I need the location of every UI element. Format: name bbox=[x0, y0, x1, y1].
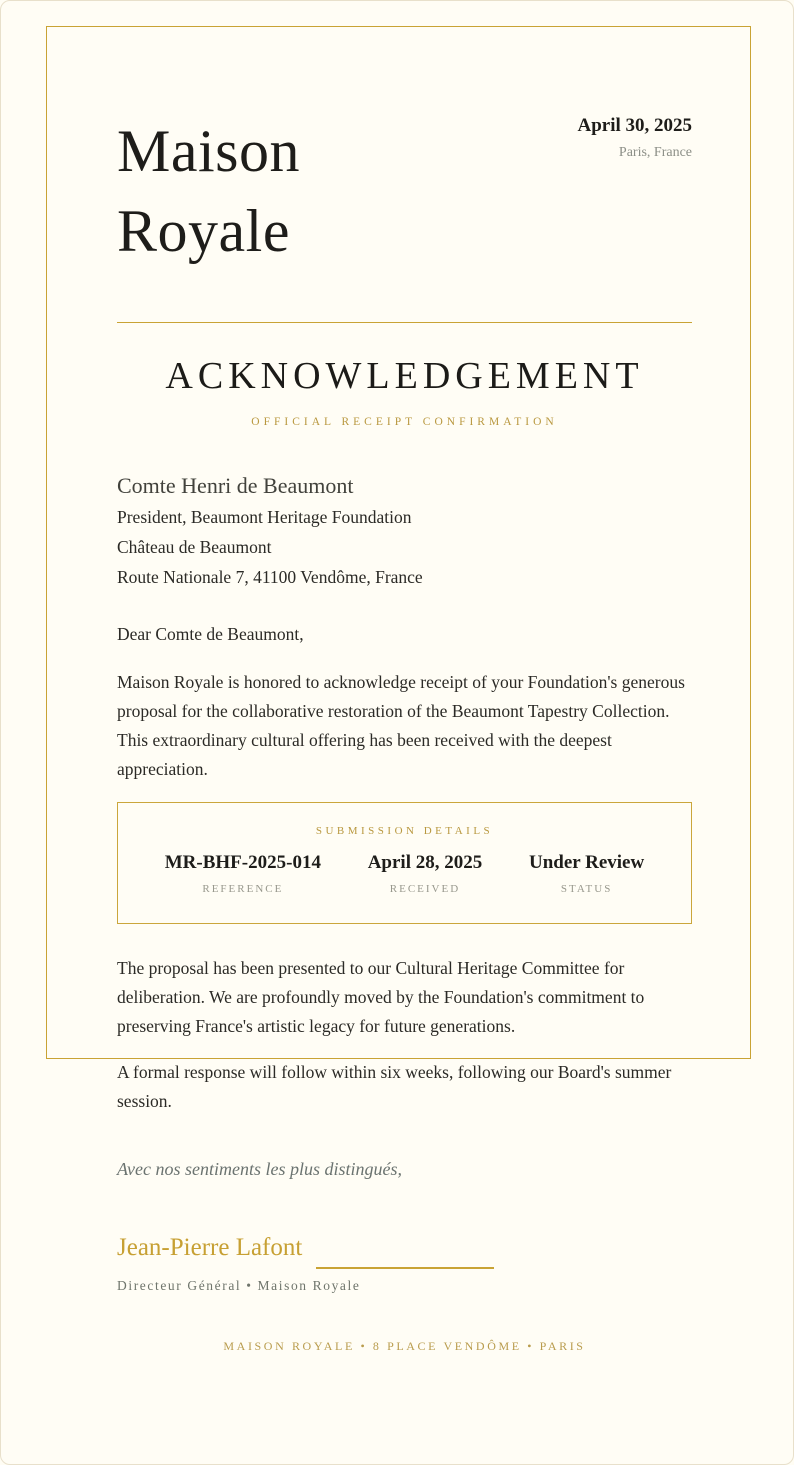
document-subtitle: OFFICIAL RECEIPT CONFIRMATION bbox=[251, 416, 558, 428]
salutation: Dear Comte de Beaumont, bbox=[117, 624, 304, 644]
signatory-title: Directeur Général • Maison Royale bbox=[117, 1278, 361, 1293]
detail-item-status bbox=[529, 850, 644, 896]
divider-line bbox=[117, 322, 692, 323]
detail-item-reference bbox=[165, 850, 321, 896]
recipient-block bbox=[117, 470, 692, 592]
brand-logo bbox=[117, 111, 300, 271]
detail-label-received: RECEIVED bbox=[389, 883, 461, 895]
recipient-name: Comte Henri de Beaumont bbox=[117, 473, 354, 498]
recipient-address-line: Château de Beaumont bbox=[117, 537, 272, 557]
letter-date: April 30, 2025 bbox=[577, 115, 692, 136]
body-paragraph-2: The proposal has been presented to our Cultural Heritage Committee for deliberation. We are profoundly moved by the Foundation's commitment to preserving France's artistic legacy for future generations. bbox=[117, 958, 645, 1036]
brand-line-1: Maison bbox=[117, 118, 300, 184]
date-block bbox=[577, 111, 692, 162]
signature-rule bbox=[316, 1267, 494, 1269]
recipient-address-line: Route Nationale 7, 41100 Vendôme, France bbox=[117, 567, 423, 587]
document-title: ACKNOWLEDGEMENT bbox=[165, 355, 644, 397]
detail-value-reference: MR-BHF-2025-014 bbox=[164, 852, 321, 873]
details-heading: SUBMISSION DETAILS bbox=[315, 825, 494, 837]
brand-line-2: Royale bbox=[117, 198, 290, 264]
valediction: Avec nos sentiments les plus distingués, bbox=[117, 1159, 402, 1179]
detail-label-reference: REFERENCE bbox=[202, 883, 284, 895]
body-paragraph-3: A formal response will follow within six weeks, following our Board's summer session. bbox=[117, 1062, 672, 1111]
details-row bbox=[118, 850, 691, 896]
submission-details-box bbox=[117, 802, 692, 924]
letter-location: Paris, France bbox=[618, 145, 692, 160]
footer-address: MAISON ROYALE • 8 PLACE VENDÔME • PARIS bbox=[223, 1339, 586, 1353]
detail-value-status: Under Review bbox=[528, 852, 645, 873]
letter-content bbox=[117, 1, 692, 1354]
detail-label-status: STATUS bbox=[560, 883, 613, 895]
body-paragraph-1: Maison Royale is honored to acknowledge receipt of your Foundation's generous proposal for the collaborative restoration of the Beaumont Tapestry Collection. This extraordinary cultural offering has been received with the deepest appreciation. bbox=[117, 672, 685, 779]
detail-value-received: April 28, 2025 bbox=[367, 852, 483, 873]
detail-item-received bbox=[368, 850, 483, 896]
signatory-name: Jean-Pierre Lafont bbox=[117, 1234, 303, 1261]
letterhead bbox=[117, 111, 692, 271]
recipient-address-line: President, Beaumont Heritage Foundation bbox=[117, 507, 412, 527]
